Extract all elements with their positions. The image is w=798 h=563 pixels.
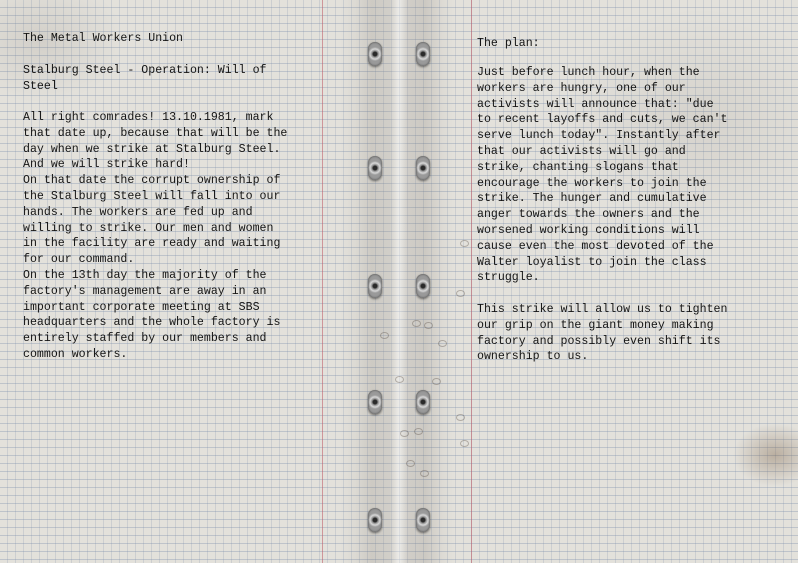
smudge-mark: [406, 460, 415, 467]
smudge-mark: [456, 290, 465, 297]
binder-ring-icon: [368, 390, 382, 414]
left-body-text: All right comrades! 13.10.1981, mark that date up, because that will be the day when we strike at Stalburg Steel. And we will strike hard! On that date the corrupt ownership of the Stalburg Steel will fall into our hands. The workers are fed up and willing to strike. Our men and women in the facility are ready and waiting for our command. On the 13th day the majority of the factory's management are away in an important corporate meeting at SBS headquarters and the whole factory is entirely staffed by our members and common workers.: [23, 111, 288, 361]
binder-ring-icon: [368, 508, 382, 532]
smudge-mark: [412, 320, 421, 327]
plan-text: Just before lunch hour, when the workers are hungry, one of our activists will announce that: "due to recent layoffs and cuts, we can't serve lunch today". Instantly after that our activists will go and strike, chanting slogans that encourage the workers to join the strike. The hunger and cumulative anger towards the owners and the worsened working conditions will cause even the most devoted of the Walter loyalist to join the class struggle.: [477, 66, 728, 285]
binder-ring-icon: [416, 42, 430, 66]
smudge-mark: [424, 322, 433, 329]
binder-ring-icon: [368, 274, 382, 298]
operation-title: Stalburg Steel - Operation: Will of Steel: [23, 64, 267, 93]
smudge-mark: [438, 340, 447, 347]
right-margin-line: [471, 0, 472, 563]
smudge-mark: [460, 440, 469, 447]
smudge-mark: [432, 378, 441, 385]
union-title: The Metal Workers Union: [23, 32, 184, 45]
binder-ring-icon: [416, 156, 430, 180]
binder-ring-icon: [416, 274, 430, 298]
right-page: [477, 0, 777, 364]
plan-heading: The plan:: [477, 37, 540, 50]
smudge-mark: [456, 414, 465, 421]
left-page: [23, 0, 323, 361]
smudge-mark: [395, 376, 404, 383]
smudge-mark: [420, 470, 429, 477]
binder-ring-icon: [416, 508, 430, 532]
binder-ring-icon: [368, 42, 382, 66]
smudge-mark: [380, 332, 389, 339]
smudge-mark: [400, 430, 409, 437]
closing-text: This strike will allow us to tighten our grip on the giant money making factory and possibly even shift its ownership to us.: [477, 303, 728, 364]
smudge-mark: [460, 240, 469, 247]
binder-ring-icon: [368, 156, 382, 180]
binder-ring-icon: [416, 390, 430, 414]
smudge-mark: [414, 428, 423, 435]
